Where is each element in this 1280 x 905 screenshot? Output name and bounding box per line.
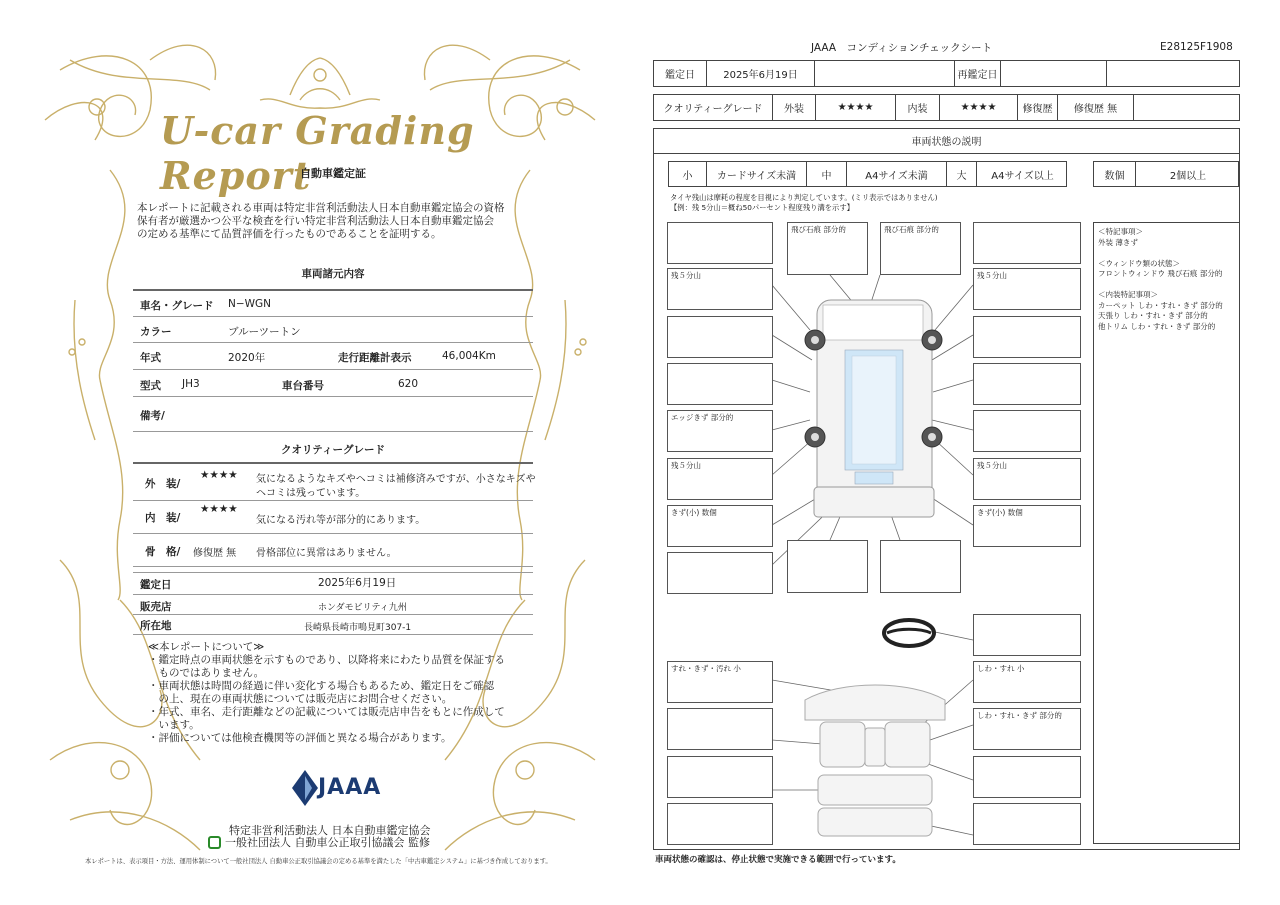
chassis-value: 620 [398, 378, 419, 390]
org-line-2: 一般社団法人 自動車公正取引協議会 監修 [225, 836, 430, 849]
color-label: カラー [140, 326, 172, 338]
exterior-comment-2: ヘコミは残っています。 [256, 488, 366, 499]
box-interior-left-3 [667, 756, 773, 798]
box-front-right-top: 飛び石痕 部分的 [880, 222, 961, 275]
reappraisal-label: 再鑑定日 [955, 61, 1001, 86]
exterior-stars: ★★★★ [200, 469, 238, 481]
org-line-2-row [208, 834, 430, 850]
condition-check-sheet [640, 0, 1280, 905]
certificate-intro: 本レポートに記載される車両は特定非営利活動法人日本自動車鑑定協会の資格 保有者が厳選かつ公平な検査を行い特定非営利活動法人日本自動車鑑定協会 の定める基準にて品質評価を行ったものであることを証明する。 [137, 202, 505, 240]
year-label: 年式 [140, 352, 161, 364]
box-right-3 [973, 363, 1081, 405]
box-left-3 [667, 363, 773, 405]
date-value: 2025年6月19日 [707, 61, 815, 86]
box-right-4 [973, 410, 1081, 452]
quality-label: クオリティーグレード [654, 95, 773, 120]
year-value: 2020年 [228, 352, 266, 364]
special-notes-box: ＜特記事項＞ 外装 薄きず ＜ウィンドウ類の状態＞ フロントウィンドウ 飛び石痕 部分的 ＜内装特記事項＞ カーペット しわ・すれ・きず 部分的 天張り しわ・すれ・きず 部分的 他トリム しわ・すれ・きず 部分的 [1093, 222, 1240, 844]
vehicle-header: 車両状態の説明 [653, 128, 1240, 154]
quality-header: クオリティーグレード [281, 444, 385, 456]
certificate-title: U-car Grading Report [160, 108, 475, 198]
box-right-2 [973, 316, 1081, 358]
divider [133, 594, 533, 595]
interior-label: 内 装/ [145, 512, 181, 524]
box-interior-right-4 [973, 803, 1081, 845]
appraisal-date-label: 鑑定日 [140, 579, 172, 591]
steering-wheel-icon [884, 620, 934, 646]
location-value: 長崎県長崎市鳴見町307-1 [304, 623, 412, 633]
car-name-value: N−WGN [228, 298, 272, 310]
divider [133, 316, 533, 317]
divider [133, 572, 533, 573]
box-tire-rl: 残５分山 [667, 458, 773, 500]
box-interior-left-4 [667, 803, 773, 845]
box-interior-left-2 [667, 708, 773, 750]
divider [133, 614, 533, 615]
size-small-desc: カードサイズ未満 [707, 162, 807, 186]
jaaa-logo-text: JAAA [318, 775, 382, 800]
divider [133, 431, 533, 432]
box-interior-right-2: しわ・すれ・きず 部分的 [973, 708, 1081, 750]
box-rear-center-left [787, 540, 868, 593]
repair-value: 修復歴 無 [1058, 95, 1134, 120]
sheet-interior-stars: ★★★★ [940, 95, 1018, 120]
date-label: 鑑定日 [654, 61, 707, 86]
divider [133, 396, 533, 397]
car-name-label: 車名・グレード [140, 300, 214, 312]
frame-value: 修復歴 無 [193, 548, 237, 559]
box-front-left-top: 飛び石痕 部分的 [787, 222, 868, 275]
divider [133, 462, 533, 464]
box-front-left-corner [667, 222, 773, 264]
remarks-label: 備考/ [140, 410, 165, 422]
box-rear-right: きず(小) 数個 [973, 505, 1081, 547]
report-notes: ≪本レポートについて≫ ・鑑定時点の車両状態を示すものであり、以降将来にわたり品質を保証する ものではありません。 ・車両状態は時間の経過に伴い変化する場合もあるため、鑑定日をご確認 の上、現在の車両状態については販売店にお問合せください。 ・年式、車名、走行距離などの記載については販売店申告をもとに作成して います。 ・評価については他検査機関等の評価と異なる場合があります。 [148, 641, 505, 744]
specs-header: 車両諸元内容 [301, 268, 365, 280]
divider [133, 566, 533, 567]
size-mid: 中 [807, 162, 847, 186]
dealer-value: ホンダモビリティ九州 [318, 603, 407, 613]
divider [133, 533, 533, 534]
sheet-doc-id: E28125F1908 [1160, 41, 1233, 53]
box-tire-rr: 残５分山 [973, 458, 1081, 500]
box-left-2 [667, 316, 773, 358]
box-interior-left: すれ・きず・汚れ 小 [667, 661, 773, 703]
tire-note-1: タイヤ残山は摩耗の程度を目視により判定しています。(ミリ表示ではありません) [670, 193, 938, 202]
model-value: JH3 [182, 378, 200, 390]
appraisal-date-value: 2025年6月19日 [318, 577, 397, 589]
org-line-1: 特定非営利活動法人 日本自動車鑑定協会 [229, 824, 431, 837]
sheet-interior-label: 内装 [896, 95, 940, 120]
box-interior-right-1: しわ・すれ 小 [973, 661, 1081, 703]
jaaa-logo-icon [292, 770, 318, 806]
size-small: 小 [669, 162, 707, 186]
divider [133, 369, 533, 370]
box-tire-fr: 残５分山 [973, 268, 1081, 310]
chassis-label: 車台番号 [282, 380, 324, 392]
interior-comment: 気になる汚れ等が部分的にあります。 [256, 515, 426, 526]
box-rear-left: きず(小) 数個 [667, 505, 773, 547]
divider [133, 342, 533, 343]
size-large: 大 [947, 162, 977, 186]
sheet-footer: 車両状態の確認は、停止状態で実施できる範囲で行っています。 [655, 855, 901, 865]
sheet-title: JAAA コンディションチェックシート [811, 42, 993, 54]
box-rear-left-2 [667, 552, 773, 594]
exterior-label: 外 装/ [145, 478, 181, 490]
certificate-subtitle: 自動車鑑定証 [300, 167, 366, 180]
box-tire-fl: 残５分山 [667, 268, 773, 310]
box-rear-center-right [880, 540, 961, 593]
sheet-exterior-stars: ★★★★ [816, 95, 896, 120]
box-front-right-corner [973, 222, 1081, 264]
frame-comment: 骨格部位に異常はありません。 [256, 548, 397, 559]
color-value: ブルーツートン [228, 326, 301, 338]
count-value: 2個以上 [1169, 170, 1207, 182]
tire-note-2: 【例：残 5分山＝概ね50パーセント程度残り溝を示す】 [670, 203, 854, 212]
repair-label: 修復歴 [1018, 95, 1058, 120]
size-large-desc: A4サイズ以上 [991, 170, 1054, 182]
dealer-label: 販売店 [140, 601, 172, 613]
size-mid-desc: A4サイズ未満 [847, 162, 947, 186]
location-label: 所在地 [140, 620, 172, 632]
divider [133, 500, 533, 501]
box-left-mid: エッジきず 部分的 [667, 410, 773, 452]
count-label: 数個 [1094, 162, 1136, 186]
sheet-exterior-label: 外装 [773, 95, 816, 120]
frame-label: 骨 格/ [145, 546, 181, 558]
box-interior-right-3 [973, 756, 1081, 798]
divider [133, 634, 533, 635]
fair-trade-mark-icon [208, 836, 221, 849]
odometer-value: 46,004Km [442, 350, 496, 362]
certificate-footnote: 本レポートは、表示項目・方法、運用体制について一般社団法人 自動車公正取引協議会の定める基準を満たした「中古車鑑定システム」に基づき作成しております。 [85, 858, 552, 865]
odometer-label: 走行距離計表示 [338, 352, 412, 364]
box-steering [973, 614, 1081, 656]
model-label: 型式 [140, 380, 161, 392]
interior-stars: ★★★★ [200, 503, 238, 515]
exterior-comment-1: 気になるようなキズやヘコミは補修済みですが、小さなキズや [256, 474, 536, 485]
divider [133, 289, 533, 291]
